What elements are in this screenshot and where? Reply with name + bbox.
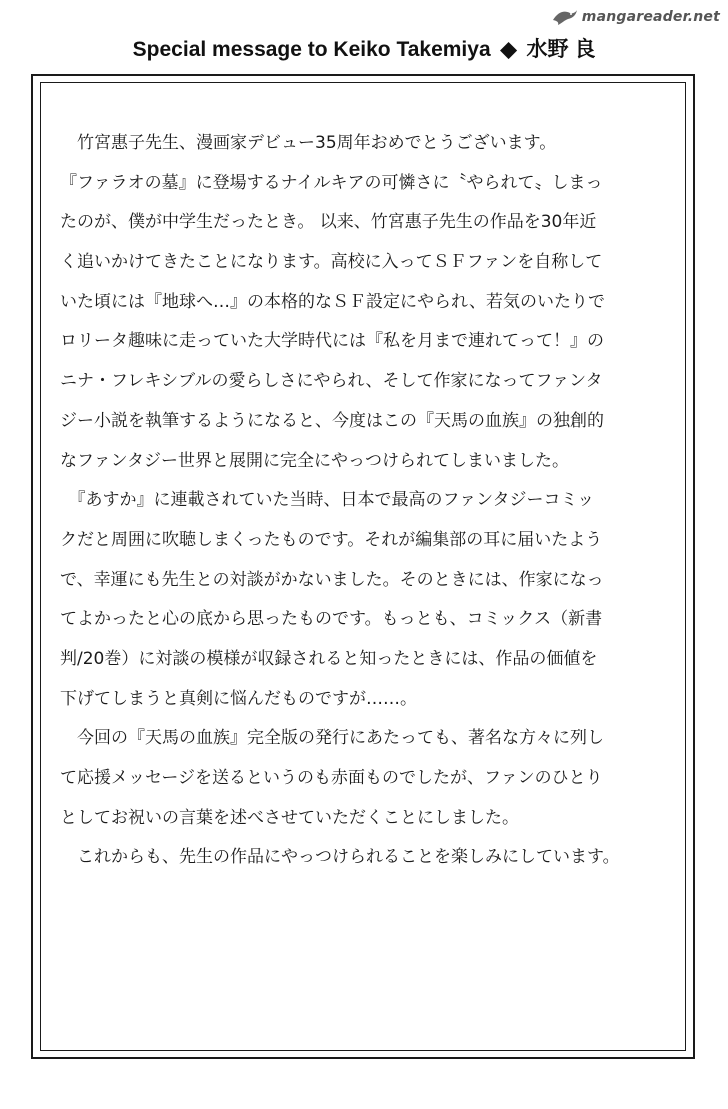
- page-title: [0, 36, 728, 64]
- message-line: 今回の『天馬の血族』完全版の発行にあたっても、著名な方々に列し: [60, 728, 604, 749]
- message-line: く追いかけてきたことになります。高校に入ってＳＦファンを自称して: [60, 252, 603, 273]
- message-line: 『あすか』に連載されていた当時、日本で最高のファンタジーコミッ: [60, 490, 595, 511]
- message-line: ニナ・フレキシブルの愛らしさにやられ、そして作家になってファンタ: [60, 371, 603, 392]
- message-line: なファンタジー世界と展開に完全にやっつけられてしまいました。: [60, 450, 569, 471]
- message-line: 下げてしまうと真剣に悩んだものですが……。: [60, 688, 417, 709]
- message-line: 『ファラオの墓』に登場するナイルキアの可憐さに〝やられて〟しまっ: [60, 172, 603, 193]
- bird-logo-icon: [552, 8, 578, 26]
- message-line: で、幸運にも先生との対談がかないました。そのときには、作家になっ: [60, 569, 604, 590]
- message-line: たのが、僕が中学生だったとき。 以来、竹宮惠子先生の作品を30年近: [60, 212, 597, 233]
- message-line: これからも、先生の作品にやっつけられることを楽しみにしています。: [60, 847, 620, 868]
- title-separator: ◆: [500, 38, 517, 61]
- watermark: [552, 8, 720, 26]
- message-line: クだと周囲に吹聴しまくったものです。それが編集部の耳に届いたよう: [60, 529, 603, 550]
- title-author: 水野 良: [526, 38, 596, 61]
- message-line: ジー小説を執筆するようになると、今度はこの『天馬の血族』の独創的: [60, 410, 604, 431]
- message-line: てよかったと心の底から思ったものです。もっとも、コミックス（新書: [60, 609, 603, 630]
- message-line: 判/20巻）に対談の模様が収録されると知ったときには、作品の価値を: [60, 648, 598, 669]
- message-line: としてお祝いの言葉を述べさせていただくことにしました。: [60, 807, 519, 828]
- message-line: いた頃には『地球へ…』の本格的なＳＦ設定にやられ、若気のいたりで: [60, 291, 606, 312]
- title-english: Special message to Keiko Takemiya: [132, 38, 491, 61]
- message-line: て応援メッセージを送るというのも赤面ものでしたが、ファンのひとり: [60, 768, 603, 788]
- message-body: [60, 124, 672, 878]
- message-line: ロリータ趣味に走っていた大学時代には『私を月まで連れてって！』の: [60, 331, 604, 352]
- message-line: 竹宮惠子先生、漫画家デビュー35周年おめでとうございます。: [60, 133, 557, 153]
- watermark-text: mangareader.net: [581, 9, 720, 25]
